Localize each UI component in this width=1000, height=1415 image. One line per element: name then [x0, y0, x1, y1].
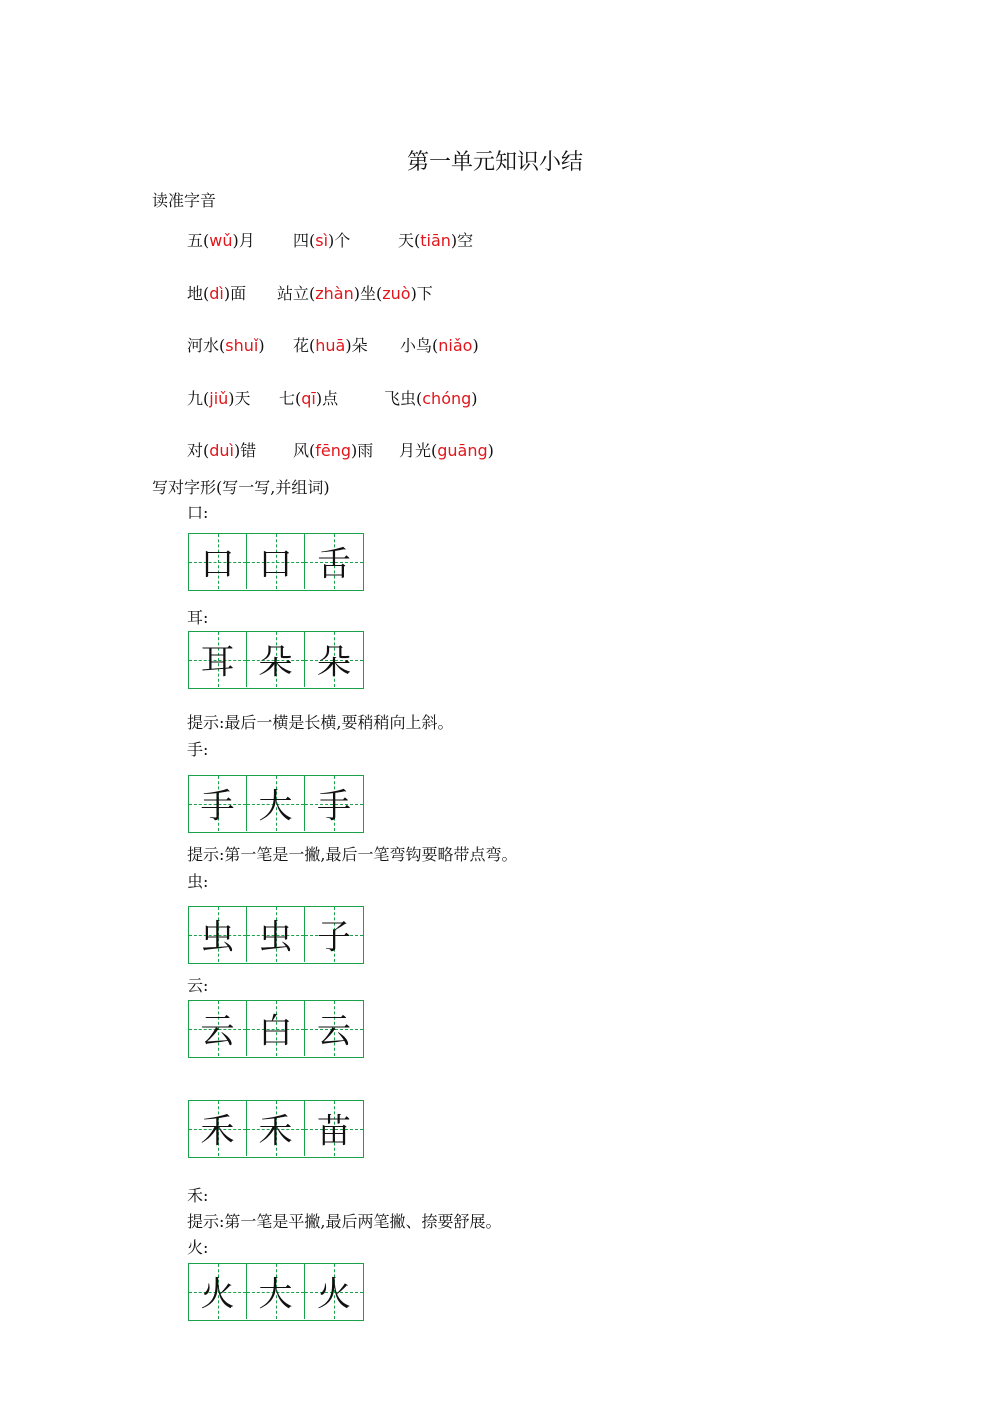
pinyin-item: 四(sì)个: [293, 231, 351, 250]
grid-char: 口: [258, 544, 293, 585]
pinyin-item: 飞虫(chóng): [384, 389, 478, 408]
grid-cell: [189, 776, 247, 831]
writing-grid-he: [188, 1100, 364, 1158]
writing-grid-shou: [188, 775, 364, 833]
writing-grid-er: [188, 631, 364, 689]
grid-cell: [189, 1264, 247, 1319]
pinyin-item: 花(huā)朵: [293, 336, 368, 355]
grid-cell: [305, 1001, 363, 1056]
pinyin-item: 小鸟(niǎo): [400, 336, 479, 355]
pinyin-item: 站立(zhàn)坐(zuò)下: [277, 284, 433, 303]
pinyin-item: 天(tiān)空: [398, 231, 474, 250]
grid-char: 虫: [200, 917, 235, 958]
tip-er: 提示:最后一横是长横,要稍稍向上斜。: [187, 713, 454, 732]
grid-char: 火: [200, 1274, 235, 1315]
pinyin-row-4: [0, 386, 1000, 408]
grid-cell: [247, 1101, 305, 1156]
grid-char: 耳: [200, 642, 235, 683]
grid-char: 苗: [317, 1111, 351, 1152]
grid-cell: [247, 1001, 305, 1056]
grid-cell: [305, 632, 363, 687]
grid-char: 手: [317, 786, 351, 827]
pinyin-item: 九(jiǔ)天: [187, 389, 251, 408]
grid-cell: [247, 534, 305, 589]
grid-cell: [247, 1264, 305, 1319]
pinyin-item: 河水(shuǐ): [187, 336, 265, 355]
grid-char: 云: [200, 1011, 235, 1052]
pinyin-row-1: [0, 228, 1000, 250]
grid-cell: [305, 907, 363, 962]
grid-cell: [189, 534, 247, 589]
section-heading-writing: 写对字形(写一写,并组词): [152, 478, 330, 497]
grid-char: 云: [317, 1011, 351, 1052]
writing-grid-chong: [188, 906, 364, 964]
writing-grid-huo: [188, 1263, 364, 1321]
grid-char: 火: [317, 1274, 351, 1315]
grid-cell: [247, 907, 305, 962]
pinyin-item: 风(fēng)雨: [293, 441, 374, 460]
pinyin-row-2: [0, 281, 1000, 303]
label-shou: 手:: [187, 740, 209, 759]
section-heading-pronunciation: 读准字音: [152, 191, 217, 210]
pinyin-item: 五(wǔ)月: [187, 231, 255, 250]
pinyin-row-3: [0, 333, 1000, 355]
pinyin-item: 对(duì)错: [187, 441, 257, 460]
grid-char: 口: [200, 544, 235, 585]
grid-cell: [189, 1001, 247, 1056]
writing-grid-kou: [188, 533, 364, 591]
grid-cell: [189, 907, 247, 962]
grid-cell: [189, 632, 247, 687]
grid-char: 朵: [317, 642, 351, 683]
tip-shou: 提示:第一笔是一撇,最后一笔弯钩要略带点弯。: [187, 845, 518, 864]
grid-char: 朵: [258, 642, 293, 683]
grid-cell: [189, 1101, 247, 1156]
grid-cell: [305, 1101, 363, 1156]
label-kou: 口:: [187, 503, 209, 522]
grid-cell: [305, 776, 363, 831]
grid-cell: [247, 776, 305, 831]
label-he: 禾:: [187, 1186, 209, 1205]
grid-cell: [247, 632, 305, 687]
pinyin-item: 七(qī)点: [279, 389, 339, 408]
grid-char: 舌: [317, 544, 351, 585]
grid-char: 手: [200, 786, 235, 827]
label-er: 耳:: [187, 608, 209, 627]
grid-cell: [305, 1264, 363, 1319]
grid-char: 大: [258, 1274, 293, 1315]
grid-cell: [305, 534, 363, 589]
grid-char: 禾: [258, 1111, 293, 1152]
pinyin-row-5: [0, 438, 1000, 460]
tip-he: 提示:第一笔是平撇,最后两笔撇、捺要舒展。: [187, 1212, 502, 1231]
pinyin-item: 地(dì)面: [187, 284, 247, 303]
label-yun: 云:: [187, 976, 209, 995]
grid-char: 禾: [200, 1111, 235, 1152]
grid-char: 子: [317, 917, 351, 958]
grid-char: 大: [258, 786, 293, 827]
label-chong: 虫:: [187, 872, 209, 891]
grid-char: 虫: [258, 917, 293, 958]
grid-char: 白: [258, 1011, 293, 1052]
page-title: 第一单元知识小结: [407, 150, 584, 175]
writing-grid-yun: [188, 1000, 364, 1058]
label-huo: 火:: [187, 1238, 209, 1257]
pinyin-item: 月光(guāng): [399, 441, 494, 460]
